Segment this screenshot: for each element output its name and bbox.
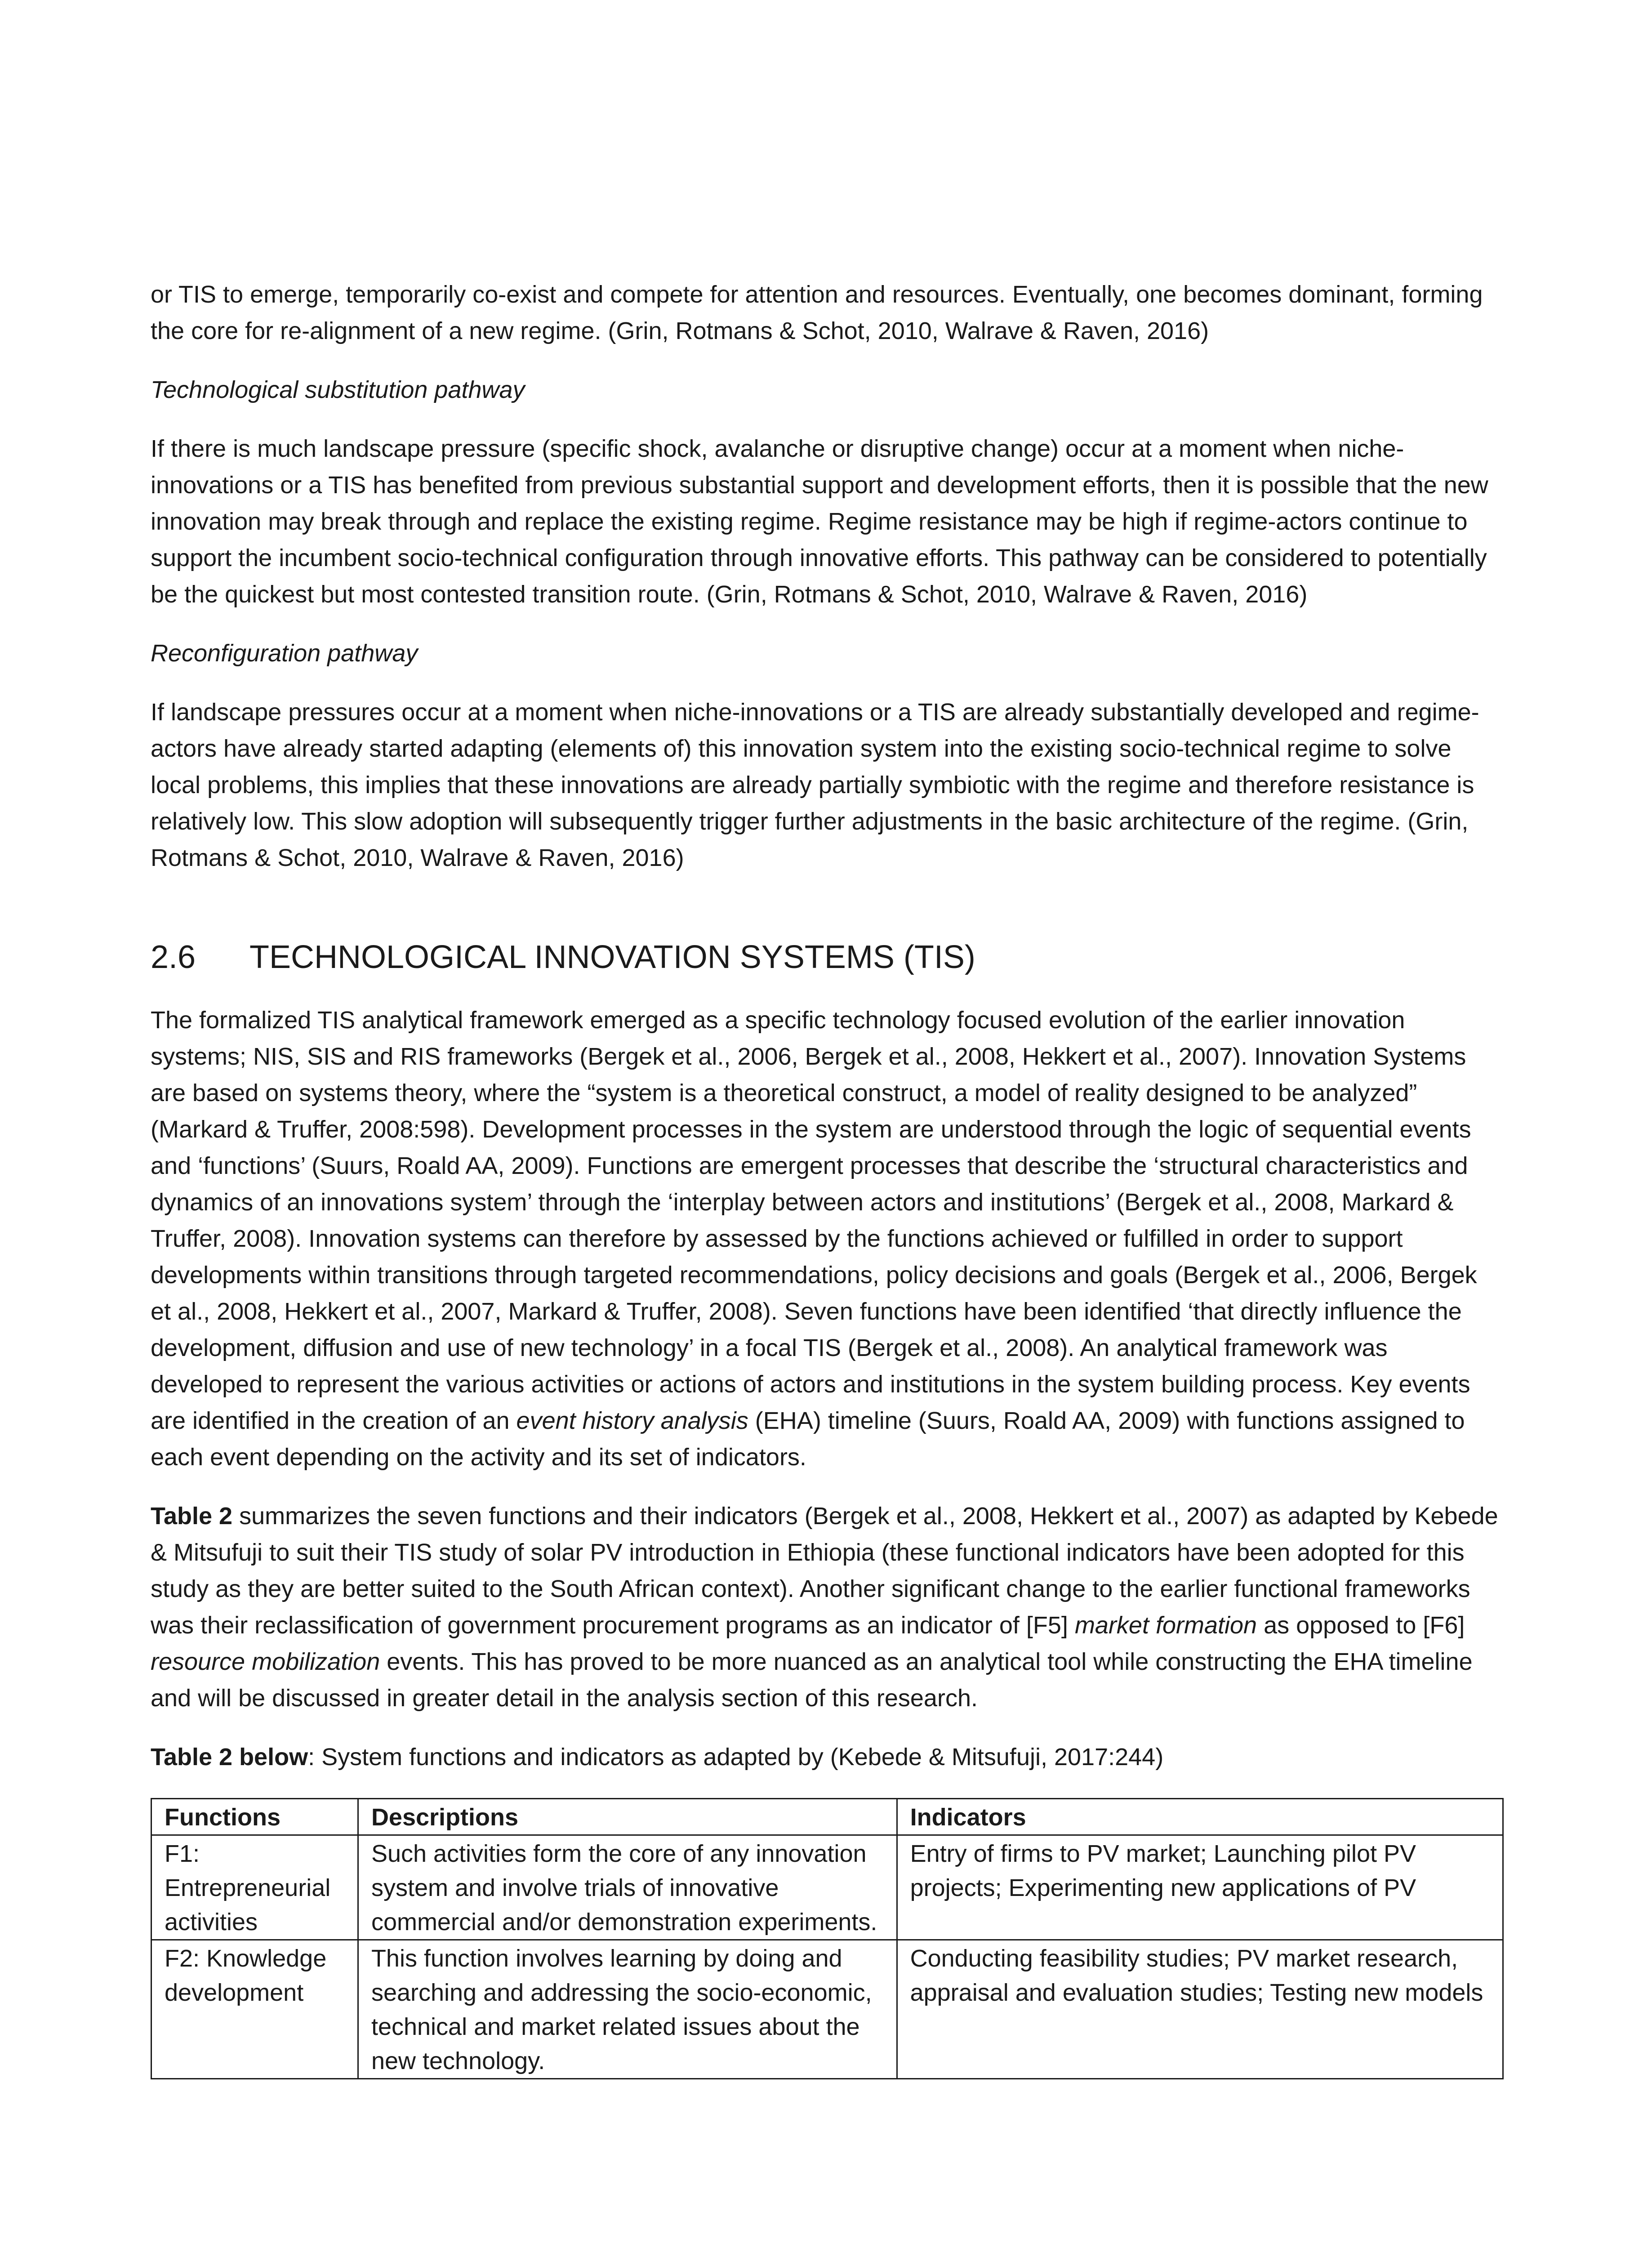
subheading-reconfiguration-pathway: Reconfiguration pathway — [151, 640, 418, 667]
function-cell: F2: Knowledge development — [151, 1940, 358, 2079]
table-row — [151, 1835, 1503, 1940]
section-number: 2.6 — [151, 939, 196, 975]
tis-text-part-a: The formalized TIS analytical framework emerged as a specific technology focused evolution of the earlier innovation systems; NIS, SIS and RIS frameworks (Bergek et al., 2006, Bergek et al., 2008, Hekkert et al., 2007). Innovation Systems are based on systems theory, where the “system is a theoretical construct, a model of reality designed to be analyzed” (Markard & Truffer, 2008:598). Development processes in the system are understood through the logic of sequential events and ‘functions’ (Suurs, Roald AA, 2009). Functions are emergent processes that describe the ‘structural characteristics and dynamics of an innovations system’ through the ‘interplay between actors and institutions’ (Bergek et al., 2008, Markard & Truffer, 2008). Innovation systems can therefore by assessed by the functions achieved or fulfilled in order to support developments within transitions through targeted recommendations, policy decisions and goals (Bergek et al., 2006, Bergek et al., 2008, Hekkert et al., 2007, Markard & Truffer, 2008). Seven functions have been identified ‘that directly influence the development, diffusion and use of new technology’ in a focal TIS (Bergek et al., 2008). An analytical framework was developed to represent the various activities or actions of actors and institutions in the system building process. Key events are identified in the creation of an — [151, 1007, 1477, 1434]
caption-label: Table 2 below — [151, 1744, 308, 1771]
header-descriptions: Descriptions — [358, 1799, 897, 1835]
table-row — [151, 1940, 1503, 2079]
functions-table — [151, 1798, 1504, 2079]
section-heading — [151, 935, 1504, 980]
description-cell: Such activities form the core of any innovation system and involve trials of innovative commercial and/or demonstration experiments. — [358, 1835, 897, 1940]
paragraph-tis-framework — [151, 1002, 1504, 1476]
table-reference: Table 2 — [151, 1503, 233, 1530]
summary-text-part-a: summarizes the seven functions and their indicators (Bergek et al., 2008, Hekkert et al., 2007) as adapted by Kebede & Mitsufuji to suit their TIS study of solar PV introduction in Ethiopia (these functional indicators have been adopted for this study as they are better suited to the South African context). Another significant change to the earlier functional frameworks was their reclassification of government procurement programs as an indicator of [F5] — [151, 1503, 1498, 1639]
tis-text-emphasis: event history analysis — [516, 1407, 748, 1434]
document-page — [151, 277, 1504, 2079]
summary-emphasis-resource-mobilization: resource mobilization — [151, 1648, 380, 1675]
summary-emphasis-market-formation: market formation — [1074, 1612, 1257, 1639]
paragraph-reconfiguration-pathway: If landscape pressures occur at a moment when niche-innovations or a TIS are already substantially developed and regime-actors have already started adapting (elements of) this innovation system into the existing socio-technical regime to solve local problems, this implies that these innovations are already partially symbiotic with the regime and therefore resistance is relatively low. This slow adoption will subsequently trigger further adjustments in the basic architecture of the regime. (Grin, Rotmans & Schot, 2010, Walrave & Raven, 2016) — [151, 699, 1479, 871]
paragraph-pathway-intro: or TIS to emerge, temporarily co-exist and compete for attention and resources. Eventually, one becomes dominant, forming the core for re-alignment of a new regime. (Grin, Rotmans & Schot, 2010, Walrave & Raven, 2016) — [151, 281, 1483, 344]
tis-text-part-b: (EHA) timeline (Suurs, Roald AA, 2009) with functions assigned to each event depending on the activity and its set of indicators. — [151, 1407, 1465, 1471]
function-cell: F1: Entrepreneurial activities — [151, 1835, 358, 1940]
subheading-substitution-pathway: Technological substitution pathway — [151, 376, 525, 403]
caption-text: : System functions and indicators as adapted by (Kebede & Mitsufuji, 2017:244) — [308, 1744, 1164, 1771]
summary-text-part-c: events. This has proved to be more nuanced as an analytical tool while constructing the EHA timeline and will be discussed in greater detail in the analysis section of this research. — [151, 1648, 1473, 1712]
section-title: TECHNOLOGICAL INNOVATION SYSTEMS (TIS) — [249, 939, 975, 975]
header-functions: Functions — [151, 1799, 358, 1835]
paragraph-table-summary — [151, 1498, 1504, 1717]
paragraph-substitution-pathway: If there is much landscape pressure (specific shock, avalanche or disruptive change) occur at a moment when niche-innovations or a TIS has benefited from previous substantial support and development efforts, then it is possible that the new innovation may break through and replace the existing regime. Regime resistance may be high if regime-actors continue to support the incumbent socio-technical configuration through innovative efforts. This pathway can be considered to potentially be the quickest but most contested transition route. (Grin, Rotmans & Schot, 2010, Walrave & Raven, 2016) — [151, 435, 1488, 608]
indicators-cell: Conducting feasibility studies; PV market research, appraisal and evaluation studies; Testing new models — [897, 1940, 1503, 2079]
summary-text-part-b: as opposed to [F6] — [1257, 1612, 1465, 1639]
indicators-cell: Entry of firms to PV market; Launching pilot PV projects; Experimenting new applications of PV — [897, 1835, 1503, 1940]
header-indicators: Indicators — [897, 1799, 1503, 1835]
description-cell: This function involves learning by doing and searching and addressing the socio-economic, technical and market related issues about the new technology. — [358, 1940, 897, 2079]
table-header-row — [151, 1799, 1503, 1835]
table-caption — [151, 1739, 1504, 1775]
